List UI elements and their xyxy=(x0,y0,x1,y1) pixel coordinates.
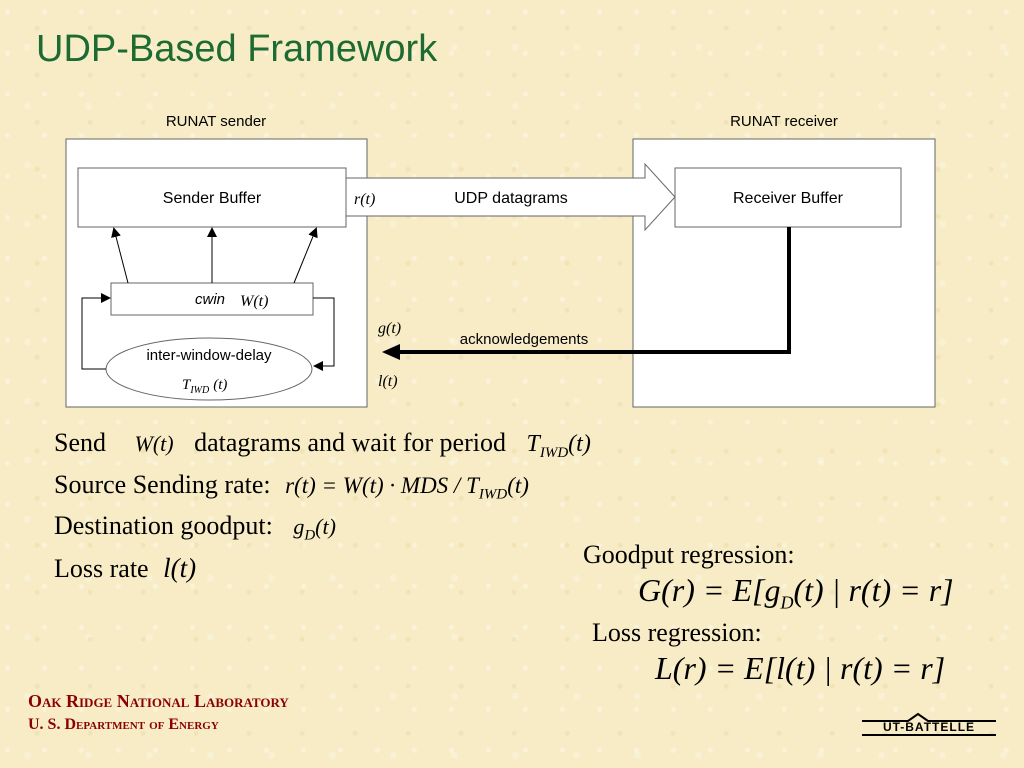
iwd-symbol-main: T xyxy=(182,377,191,393)
footer-department: U. S. Department of Energy xyxy=(28,716,219,733)
goodput-sub: D xyxy=(304,527,316,544)
loss-rate-symbol: l(t) xyxy=(163,553,197,583)
send-t-main: T xyxy=(526,431,540,457)
rate-eq-a: r(t) = W(t) · MDS / T xyxy=(285,473,479,498)
goodput-main: g xyxy=(293,514,305,539)
send-t-sub: IWD xyxy=(539,444,569,461)
goodput-label: Destination goodput: xyxy=(54,511,273,540)
cwin-label: cwin xyxy=(195,291,226,308)
footer-lab-name: Oak Ridge National Laboratory xyxy=(28,691,289,711)
goodput-eq-sub: D xyxy=(780,592,794,613)
goodput-regression-label: Goodput regression: xyxy=(583,540,795,569)
goodput-arg: (t) xyxy=(315,514,336,539)
send-line xyxy=(54,428,591,462)
rate-label: Source Sending rate: xyxy=(54,470,271,499)
rate-symbol: r(t) xyxy=(354,191,376,208)
receiver-section-label: RUNAT receiver xyxy=(730,113,838,130)
rate-eq-b: (t) xyxy=(507,473,529,498)
loss-label: Loss rate xyxy=(54,554,149,583)
iwd-symbol-arg: (t) xyxy=(213,377,228,393)
cwin-symbol: W(t) xyxy=(240,293,269,310)
receiver-buffer-label: Receiver Buffer xyxy=(733,190,843,207)
udp-datagrams-label: UDP datagrams xyxy=(454,190,568,207)
acknowledgements-label: acknowledgements xyxy=(459,331,589,348)
logo-text: UT-BATTELLE xyxy=(882,720,976,734)
loss-line xyxy=(54,553,196,584)
goodput-regression-equation xyxy=(638,572,954,613)
send-w-symbol: W(t) xyxy=(134,431,174,456)
slide-title: UDP-Based Framework xyxy=(36,28,438,70)
sender-buffer-label: Sender Buffer xyxy=(162,190,262,207)
send-mid-text: datagrams and wait for period xyxy=(194,428,506,457)
goodput-eq-b: (t) | r(t) = r] xyxy=(793,572,954,608)
goodput-eq-a: G(r) = E[g xyxy=(638,572,781,608)
loss-regression-equation: L(r) = E[l(t) | r(t) = r] xyxy=(655,650,946,686)
sender-section-label: RUNAT sender xyxy=(165,113,267,130)
send-t-arg: (t) xyxy=(568,431,591,457)
iwd-label: inter-window-delay xyxy=(146,347,272,364)
rate-eq-sub: IWD xyxy=(478,486,508,503)
rate-line xyxy=(54,470,529,504)
ut-battelle-logo xyxy=(860,712,1000,738)
loss-symbol: l(t) xyxy=(378,373,398,390)
send-prefix: Send xyxy=(54,428,106,457)
iwd-symbol-sub: IWD xyxy=(190,385,210,396)
goodput-symbol: g(t) xyxy=(378,320,402,337)
loss-regression-label: Loss regression: xyxy=(592,618,762,647)
goodput-line xyxy=(54,511,336,544)
